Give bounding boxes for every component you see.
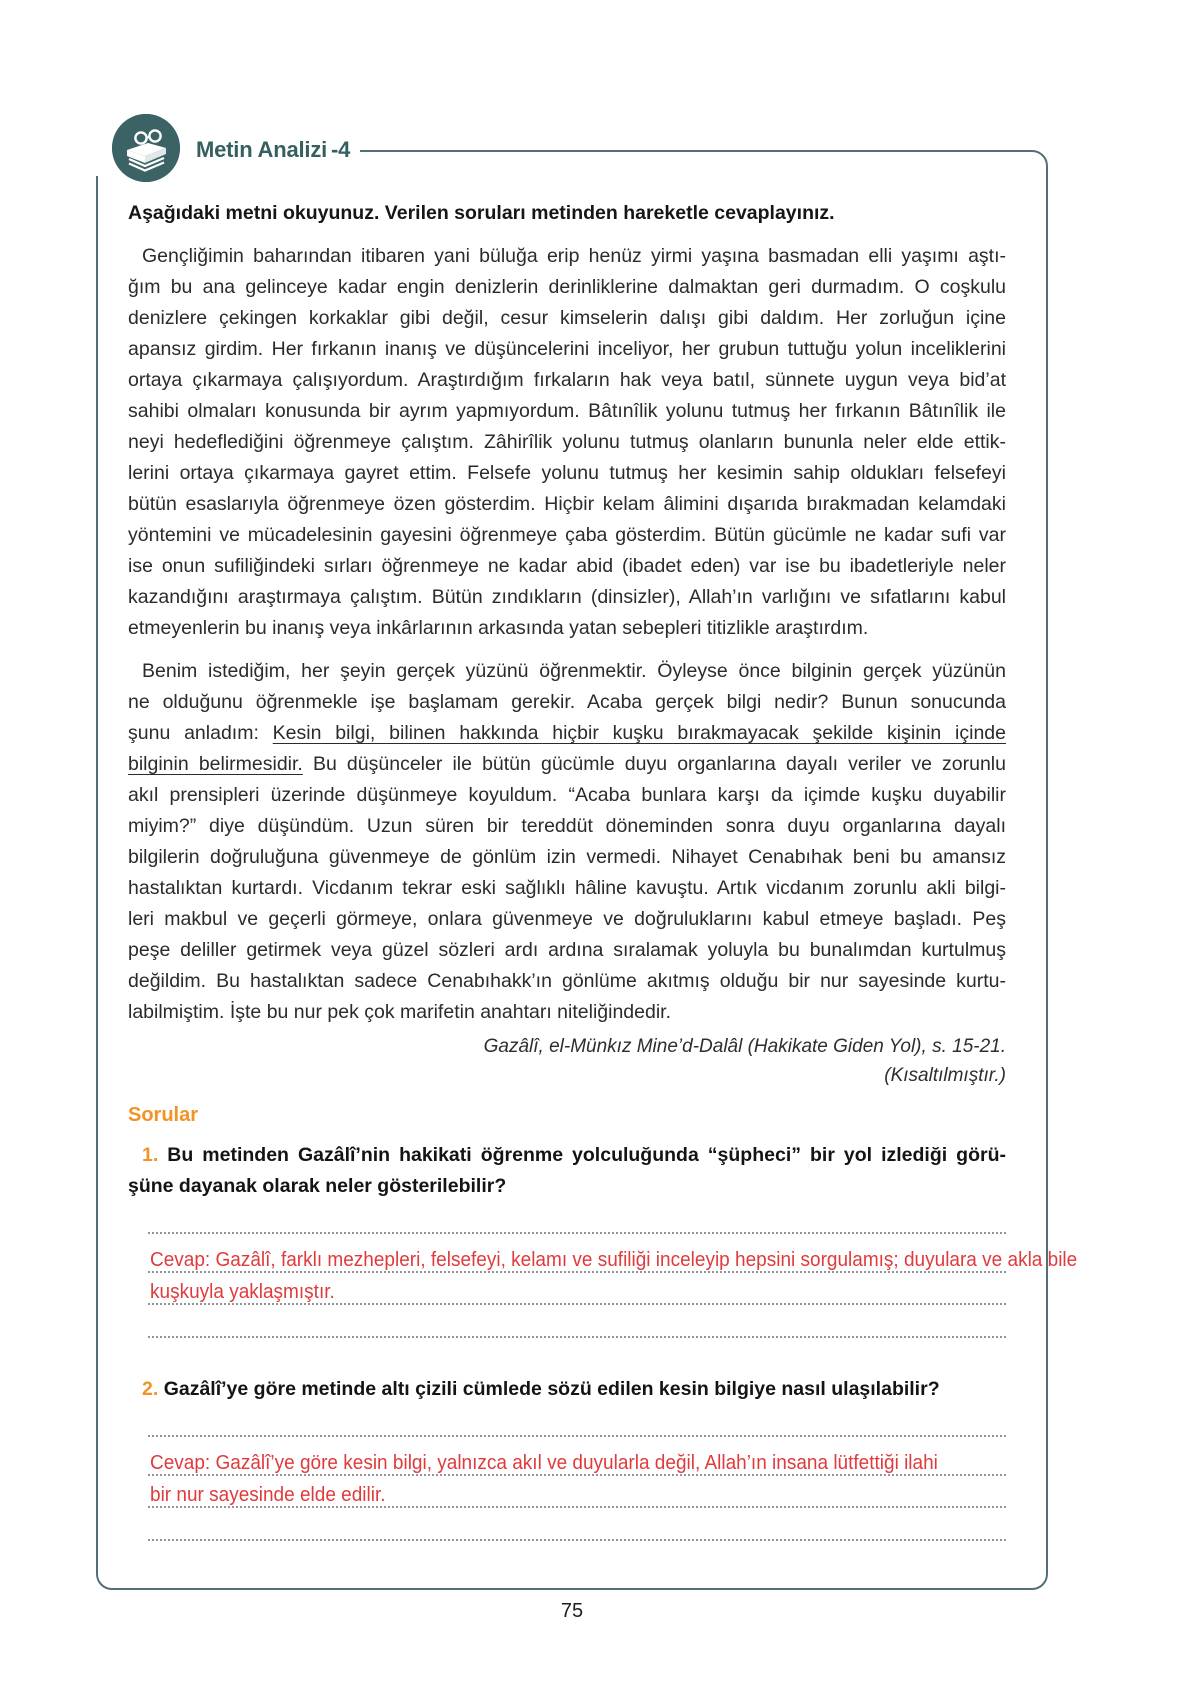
answer-line	[148, 1273, 1006, 1305]
text-line: yöntemini ve mücadelesinin gayesini öğrenmeye çaba gösterdim. Bütün gücümle ne kadar sufi var	[128, 524, 1006, 546]
answer-area-1	[148, 1202, 1078, 1338]
handwritten-answer-text: Cevap: Gazâlî, farklı mezhepleri, felsefeyi, kelamı ve sufiliği inceleyip hepsini sorgulamış; duyulara ve akla bile	[150, 1249, 1078, 1271]
handwritten-answer-text: kuşkuyla yaklaşmıştır.	[150, 1281, 335, 1303]
text-line: bilgilerin doğruluğuna güvenmeye de gönlüm izin vermedi. Nihayet Cenabıhak beni bu amansız	[128, 846, 1006, 868]
text-line: bütün esaslarıyla öğrenmeye özen gösterdim. Hiçbir kelam âlimini dışarıda bırakmadan kelamdaki	[128, 493, 1006, 515]
question-number: 2.	[142, 1378, 164, 1400]
page-number: 75	[560, 1600, 584, 1622]
text-line: peşe deliller getirmek veya güzel sözleri ardı ardına sıralamak yoluyla bu bunalımdan kurtulmuş	[128, 939, 1006, 961]
question-number: 1.	[142, 1144, 168, 1166]
text-content	[98, 152, 1078, 1541]
text-line: ne olduğunu öğrenmekle işe başlamam gerekir. Acaba gerçek bilgi nedir? Bunun sonucunda	[128, 691, 1006, 713]
attribution-line-2: (Kısaltılmıştır.)	[884, 1065, 1006, 1086]
dotted-blank-line	[148, 1305, 1006, 1338]
question-2	[128, 1374, 1006, 1405]
handwritten-answer-text: bir nur sayesinde elde edilir.	[150, 1484, 386, 1506]
text-line: sahibi olmaları konusunda bir ayrım yapmıyordum. Bâtınîlik yolunu tutmuş her fırkanın Bâtınîlik ile	[128, 400, 1006, 422]
paragraph-2	[128, 656, 1006, 1028]
text-line: akıl prensipleri üzerinde düşünmeye koyuldum. “Acaba bunlara karşı da içimde kuşku duyabilir	[128, 784, 1006, 806]
content-frame	[96, 137, 1078, 1590]
instruction-text: Aşağıdaki metni okuyunuz. Verilen soruları metinden hareketle cevaplayınız.	[128, 202, 835, 224]
question-line: 1. Bu metinden Gazâlî’nin hakikati öğrenme yolculuğunda “şüpheci” bir yol izlediği görü-	[142, 1144, 1006, 1166]
text-line: ğım bu ana gelinceye kadar engin denizlerin derinliklerine dalmaktan geri durmadım. O coşkulu	[128, 276, 1006, 298]
text-line: labilmiştim. İşte bu nur pek çok marifetin anahtarı niteliğindedir.	[128, 1001, 672, 1023]
answer-line	[148, 1476, 1006, 1508]
question-line: şüne dayanak olarak neler gösterilebilir?	[128, 1175, 507, 1197]
questions-heading: Sorular	[128, 1104, 199, 1126]
text-line: miyim?” diye düşündüm. Uzun süren bir tereddüt döneminden sonra duyu organlarına dayalı	[128, 815, 1006, 837]
answer-area-2	[148, 1405, 1006, 1541]
text-line: ise onun sufiliğindeki sırları öğrenmeye ne kadar abid (ibadet eden) var ise bu ibadetleriyle neler	[128, 555, 1006, 577]
section-title-text: Metin Analizi	[196, 137, 328, 162]
underlined-text: Kesin bilgi, bilinen hakkında hiçbir kuşku bırakmayacak şekilde kişinin içinde	[272, 722, 1006, 744]
text-line: apansız girdim. Her fırkanın inanış ve düşüncelerini inceliyor, her grubun tuttuğu yolun inceliklerini	[128, 338, 1006, 360]
text-line: kazandığını araştırmaya çalıştım. Bütün zındıkların (dinsizler), Allah’ın varlığını ve sıfatlarını kabul	[128, 586, 1006, 608]
text-line: Gençliğimin baharından itibaren yani büluğa erip henüz yirmi yaşına basmadan elli yaşımı aştı-	[142, 245, 1006, 267]
text-line: değildim. Bu hastalıktan sadece Cenabıhakk’ın gönlüme akıtmış olduğu bir nur sayesinde kurtu-	[128, 970, 1006, 992]
question-line: 2. Gazâlî’ye göre metinde altı çizili cümlede sözü edilen kesin bilgiye nasıl ulaşılabilir?	[142, 1378, 940, 1400]
answer-line	[148, 1234, 1078, 1273]
text-line: hastalıktan kurtardı. Vicdanım tekrar eski sağlıklı hâline kavuştu. Artık vicdanım zorunlu akli bilgi-	[128, 877, 1006, 899]
text-line: denizlere çekingen korkaklar gibi değil, cesur kimselerin dalışı gibi daldım. Her zorluğun içine	[128, 307, 1006, 329]
dotted-blank-line	[148, 1508, 1006, 1541]
text-line: leri makbul ve geçerli görmeye, onlara güvenmeye ve doğruluklarını kabul etmeye başladı. Peş	[128, 908, 1006, 930]
text-line: şunu anladım: Kesin bilgi, bilinen hakkında hiçbir kuşku bırakmayacak şekilde kişinin içinde	[128, 722, 1006, 744]
text-line: bilginin belirmesidir. Bu düşünceler ile bütün gücümle duyu organlarına dayalı veriler ve zorunlu	[128, 753, 1006, 775]
question-1	[128, 1140, 1006, 1202]
dotted-blank-line	[148, 1202, 1006, 1234]
paragraph-1	[128, 241, 1006, 644]
answer-line	[148, 1437, 1006, 1476]
underlined-text: bilginin belirmesidir.	[128, 753, 303, 775]
text-line: Benim istediğim, her şeyin gerçek yüzünü öğrenmektir. Öyleyse önce bilginin gerçek yüzünün	[142, 660, 1006, 682]
section-title	[194, 128, 360, 172]
text-line: neyi hedeflediğini öğrenmeye çalıştım. Zâhirîlik yolunu tutmuş olanların bununla neler elde ettik-	[128, 431, 1006, 453]
dotted-blank-line	[148, 1405, 1006, 1437]
text-line: ortaya çıkarmaya çalışıyordum. Araştırdığım fırkaların hak veya batıl, sünnete uygun veya bid’at	[128, 369, 1006, 391]
section-number: -4	[331, 137, 351, 162]
books-icon	[112, 114, 180, 182]
text-line: etmeyenlerin bu inanış veya inkârlarının arkasında yatan sebepleri titizlikle araştırdım.	[128, 617, 869, 639]
handwritten-answer-text: Cevap: Gazâlî’ye göre kesin bilgi, yalnızca akıl ve duyularla değil, Allah’ın insana lütfettiği ilahi	[150, 1452, 938, 1474]
attribution-line-1: Gazâlî, el-Münkız Mine’d-Dalâl (Hakikate Giden Yol), s. 15-21.	[483, 1036, 1006, 1057]
source-attribution	[128, 1032, 1006, 1090]
text-line: lerini ortaya çıkarmaya gayret ettim. Felsefe yolunu tutmuş her kesimin sahip oldukları felsefeyi	[128, 462, 1006, 484]
